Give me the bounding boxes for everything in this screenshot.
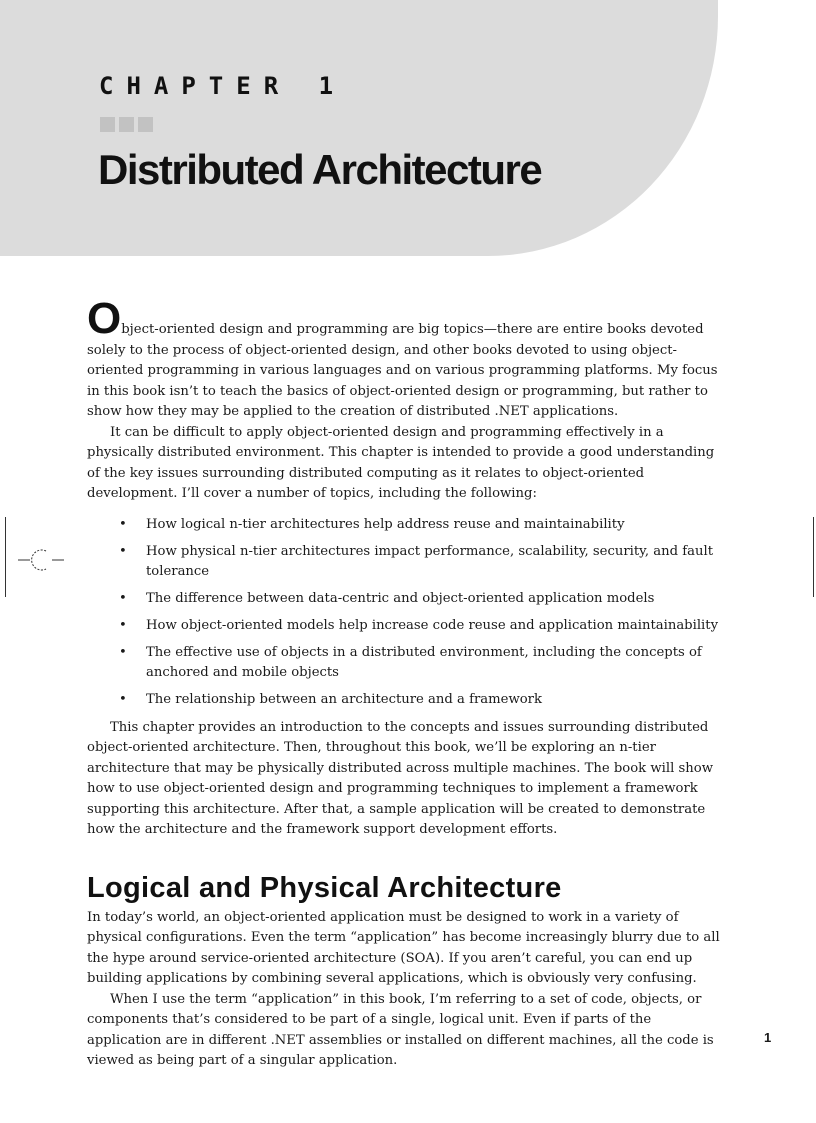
list-item-text: The effective use of objects in a distributed environment, including the concepts of anchored and mobile objects: [146, 644, 702, 680]
section-paragraph-2: When I use the term “application” in this book, I’m referring to a set of code, objects, or components that’s considered to be part of a single, logical unit. Even if parts of the application are in different .NET assemblies or installed on different machines, all the code is viewed as being part of a singular application.: [87, 991, 714, 1068]
list-item: [119, 690, 720, 710]
intro-paragraph-1: [87, 294, 720, 423]
intro-paragraph-3: This chapter provides an introduction to the concepts and issues surrounding distributed object-oriented architecture. Then, throughout this book, we’ll be exploring an n-tier architecture that may be physically distributed across multiple machines. The book will show how to use object-oriented design and programming techniques to implement a framework supporting this architecture. After that, a sample application will be created to demonstrate how the architecture and the framework support development efforts.: [87, 719, 713, 837]
list-item: [119, 515, 720, 535]
chapter-label: CHAPTER 1: [99, 72, 347, 100]
drop-cap: O: [87, 294, 122, 343]
intro-paragraph-2: It can be difficult to apply object-oriented design and programming effectively in a physically distributed environment. This chapter is intended to provide a good understanding of the key issues surrounding distributed computing as it relates to object-oriented development. I’ll cover a number of topics, including the following:: [87, 424, 715, 501]
bullet-symbol: •: [119, 691, 127, 707]
list-item-text: The relationship between an architecture and a framework: [146, 691, 542, 707]
list-item-text: The difference between data-centric and object-oriented application models: [146, 590, 655, 606]
bullet-symbol: •: [119, 617, 127, 633]
bullet-symbol: •: [119, 516, 127, 532]
section-heading: Logical and Physical Architecture: [87, 871, 562, 904]
chapter-squares-ornament: [100, 117, 153, 132]
chapter-body: [87, 294, 720, 1072]
list-item-text: How physical n-tier architectures impact performance, scalability, security, and fault tolerance: [146, 543, 714, 579]
list-item: [119, 542, 720, 582]
right-margin-mark: [813, 517, 814, 597]
topic-list: [87, 515, 720, 710]
intro-paragraph-1-text: bject-oriented design and programming are big topics—there are entire books devoted solely to the process of object-oriented design, and other books devoted to using object-oriented programming in various languages and on various programming platforms. My focus in this book isn’t to teach the basics of object-oriented design or programming, but rather to show how they may be applied to the creation of distributed .NET applications.: [87, 322, 718, 419]
bullet-symbol: •: [119, 590, 127, 606]
bullet-symbol: •: [119, 644, 127, 660]
ornament-square: [119, 117, 134, 132]
bullet-symbol: •: [119, 543, 127, 559]
list-item: [119, 589, 720, 609]
left-margin-mark: [5, 517, 6, 597]
chapter-title: Distributed Architecture: [98, 146, 542, 193]
page-number: 1: [764, 1030, 772, 1045]
list-item-text: How logical n-tier architectures help address reuse and maintainability: [146, 516, 625, 532]
list-item: [119, 616, 720, 636]
list-item: [119, 643, 720, 683]
ornament-square: [138, 117, 153, 132]
section-paragraph-1: In today’s world, an object-oriented application must be designed to work in a variety of physical configurations. Even the term “application” has become increasingly blurry due to all the hype around service-oriented architecture (SOA). If you aren’t careful, you can end up building applications by combining several applications, which is obviously very confusing.: [87, 909, 720, 986]
registration-mark-icon: [16, 548, 66, 572]
ornament-square: [100, 117, 115, 132]
list-item-text: How object-oriented models help increase code reuse and application maintainability: [146, 617, 719, 633]
chapter-header-band: [0, 0, 718, 256]
